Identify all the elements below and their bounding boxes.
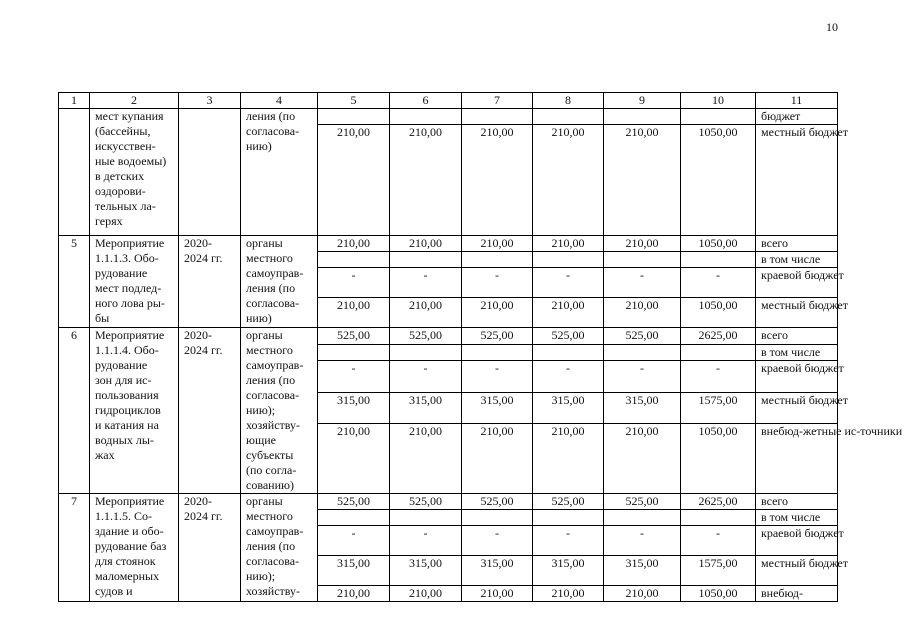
value-cell	[681, 344, 756, 361]
header-cell: 11	[756, 93, 838, 109]
activity-cell-line: тельных ла-	[95, 199, 156, 213]
table-row	[59, 236, 838, 252]
executor-cell-line: ющие	[246, 433, 276, 447]
value-cell: -	[462, 361, 533, 392]
activity-cell	[90, 109, 179, 236]
value-cell: 210,00	[462, 424, 533, 494]
source-cell: в том числе	[756, 510, 838, 526]
value-cell	[318, 109, 390, 125]
value-cell: -	[533, 361, 604, 392]
value-cell: 210,00	[318, 236, 390, 252]
executor-cell-line: сованию)	[246, 478, 294, 492]
period-cell-line: 2020-	[184, 236, 212, 250]
source-cell: внебюд-	[756, 586, 838, 602]
value-cell: -	[681, 526, 756, 556]
executor-cell-line: согласова-	[246, 388, 300, 402]
value-cell	[318, 510, 390, 526]
value-cell: 315,00	[533, 556, 604, 586]
value-cell	[533, 510, 604, 526]
period-cell	[179, 109, 241, 236]
activity-cell-line: рудование баз	[95, 539, 167, 553]
value-cell: 210,00	[533, 236, 604, 252]
value-cell	[390, 344, 462, 361]
source-cell: всего	[756, 236, 838, 252]
value-cell: -	[604, 268, 681, 298]
period-cell	[179, 494, 241, 602]
value-cell: 315,00	[390, 392, 462, 423]
value-cell	[533, 109, 604, 125]
executor-cell-line: нию);	[246, 403, 276, 417]
value-cell	[681, 109, 756, 125]
source-cell: всего	[756, 328, 838, 345]
value-cell	[533, 344, 604, 361]
value-cell: 1050,00	[681, 298, 756, 328]
value-cell: -	[681, 268, 756, 298]
value-cell: -	[462, 268, 533, 298]
source-cell: в том числе	[756, 252, 838, 268]
activity-cell-line: оздорови-	[95, 184, 146, 198]
value-cell: -	[604, 526, 681, 556]
executor-cell-line: нию);	[246, 569, 276, 583]
executor-cell-line: согласова-	[246, 124, 300, 138]
header-cell: 4	[241, 93, 318, 109]
row-number-cell	[59, 109, 90, 236]
executor-cell-line: ления (по	[246, 539, 296, 553]
executor-cell-line: местного	[246, 509, 293, 523]
row-number-cell: 6	[59, 328, 90, 494]
activity-cell-line: рудование	[95, 266, 148, 280]
activity-cell-line: мест купания	[95, 109, 164, 123]
value-cell	[318, 252, 390, 268]
value-cell: -	[533, 268, 604, 298]
row-number-cell: 5	[59, 236, 90, 328]
header-cell: 3	[179, 93, 241, 109]
value-cell: -	[681, 361, 756, 392]
value-cell: 315,00	[318, 392, 390, 423]
value-cell: 210,00	[462, 298, 533, 328]
executor-cell	[241, 328, 318, 494]
value-cell	[462, 109, 533, 125]
header-cell: 2	[90, 93, 179, 109]
activity-cell-line: гидроциклов	[95, 403, 161, 417]
value-cell: 315,00	[318, 556, 390, 586]
value-cell: 210,00	[318, 424, 390, 494]
source-cell: местный бюджет	[756, 392, 838, 423]
value-cell	[681, 510, 756, 526]
activity-cell-line: (бассейны,	[95, 124, 151, 138]
value-cell: 210,00	[390, 586, 462, 602]
executor-cell-line: ления (по	[246, 373, 296, 387]
executor-cell	[241, 109, 318, 236]
activity-cell	[90, 236, 179, 328]
value-cell	[533, 252, 604, 268]
value-cell: 525,00	[462, 494, 533, 510]
budget-table	[58, 92, 903, 602]
source-cell: местный бюджет	[756, 556, 838, 586]
header-cell: 7	[462, 93, 533, 109]
value-cell: 210,00	[462, 236, 533, 252]
value-cell: 210,00	[533, 125, 604, 236]
activity-cell-line: рудование	[95, 358, 148, 372]
value-cell: -	[390, 361, 462, 392]
executor-cell-line: органы	[246, 328, 283, 342]
value-cell: 210,00	[390, 236, 462, 252]
value-cell: 315,00	[462, 392, 533, 423]
value-cell	[462, 252, 533, 268]
activity-cell-line: здание и обо-	[95, 524, 164, 538]
value-cell: 210,00	[533, 298, 604, 328]
source-cell: местный бюджет	[756, 298, 838, 328]
value-cell: 210,00	[318, 586, 390, 602]
page-number: 10	[826, 20, 838, 34]
activity-cell-line: Мероприятие	[95, 494, 165, 508]
period-cell	[179, 236, 241, 328]
activity-cell-line: герях	[95, 214, 123, 228]
executor-cell-line: местного	[246, 251, 293, 265]
value-cell: 1050,00	[681, 424, 756, 494]
activity-cell-line: 1.1.1.4. Обо-	[95, 343, 159, 357]
value-cell: 525,00	[390, 494, 462, 510]
value-cell: 1050,00	[681, 236, 756, 252]
value-cell: 525,00	[318, 328, 390, 345]
activity-cell-line: искусствен-	[95, 139, 156, 153]
header-cell: 9	[604, 93, 681, 109]
source-cell: всего	[756, 494, 838, 510]
value-cell: -	[462, 526, 533, 556]
table-row	[59, 328, 838, 345]
activity-cell-line: судов и	[95, 584, 133, 598]
period-cell-line: 2024 гг.	[184, 509, 223, 523]
value-cell: 525,00	[533, 328, 604, 345]
header-row	[59, 93, 838, 109]
table-row	[59, 109, 838, 125]
value-cell	[462, 510, 533, 526]
activity-cell-line: в детских	[95, 169, 145, 183]
executor-cell-line: нию)	[246, 139, 272, 153]
value-cell: 525,00	[533, 494, 604, 510]
value-cell	[604, 510, 681, 526]
value-cell: 525,00	[318, 494, 390, 510]
value-cell: 210,00	[318, 125, 390, 236]
value-cell	[681, 252, 756, 268]
value-cell: 210,00	[533, 586, 604, 602]
value-cell: 1575,00	[681, 392, 756, 423]
value-cell: 2625,00	[681, 494, 756, 510]
source-cell: краевой бюджет	[756, 361, 838, 392]
value-cell: -	[390, 526, 462, 556]
value-cell: 210,00	[318, 298, 390, 328]
period-cell-line: 2020-	[184, 494, 212, 508]
activity-cell-line: ные водоемы)	[95, 154, 167, 168]
value-cell: 315,00	[604, 556, 681, 586]
header-cell: 5	[318, 93, 390, 109]
period-cell	[179, 328, 241, 494]
header-cell: 10	[681, 93, 756, 109]
activity-cell-line: ного лова ры-	[95, 296, 165, 310]
activity-cell-line: жах	[95, 448, 115, 462]
value-cell	[462, 344, 533, 361]
value-cell: 210,00	[604, 424, 681, 494]
value-cell: 525,00	[604, 328, 681, 345]
activity-cell-line: 1.1.1.3. Обо-	[95, 251, 159, 265]
activity-cell-line: Мероприятие	[95, 328, 165, 342]
table-row	[59, 494, 838, 510]
activity-cell-line: Мероприятие	[95, 236, 165, 250]
activity-cell-line: для стоянок	[95, 554, 156, 568]
value-cell: 210,00	[390, 298, 462, 328]
value-cell	[390, 252, 462, 268]
executor-cell-line: хозяйству-	[246, 418, 301, 432]
value-cell	[390, 510, 462, 526]
executor-cell-line: органы	[246, 494, 283, 508]
source-cell: бюджет	[756, 109, 838, 125]
value-cell: 210,00	[390, 424, 462, 494]
value-cell: 315,00	[462, 556, 533, 586]
executor-cell-line: самоуправ-	[246, 266, 304, 280]
value-cell: 210,00	[462, 125, 533, 236]
value-cell: -	[318, 361, 390, 392]
source-cell: краевой бюджет	[756, 268, 838, 298]
value-cell: 210,00	[604, 125, 681, 236]
activity-cell	[90, 494, 179, 602]
executor-cell-line: местного	[246, 343, 293, 357]
value-cell: 210,00	[604, 236, 681, 252]
activity-cell-line: и катания на	[95, 418, 159, 432]
source-cell: внебюд-жетные ис-точники	[756, 424, 838, 494]
value-cell: -	[318, 526, 390, 556]
executor-cell-line: самоуправ-	[246, 358, 304, 372]
activity-cell-line: бы	[95, 311, 110, 325]
value-cell: -	[533, 526, 604, 556]
source-cell: краевой бюджет	[756, 526, 838, 556]
executor-cell-line: самоуправ-	[246, 524, 304, 538]
activity-cell-line: мест подлед-	[95, 281, 162, 295]
executor-cell-line: согласова-	[246, 296, 300, 310]
executor-cell	[241, 494, 318, 602]
period-cell-line: 2024 гг.	[184, 251, 223, 265]
value-cell: 525,00	[462, 328, 533, 345]
activity-cell-line: водных лы-	[95, 433, 154, 447]
value-cell: 315,00	[533, 392, 604, 423]
row-number-cell: 7	[59, 494, 90, 602]
value-cell: 1575,00	[681, 556, 756, 586]
activity-cell	[90, 328, 179, 494]
header-cell: 1	[59, 93, 90, 109]
value-cell: -	[604, 361, 681, 392]
period-cell-line: 2024 гг.	[184, 343, 223, 357]
activity-cell-line: 1.1.1.5. Со-	[95, 509, 152, 523]
value-cell: 315,00	[390, 556, 462, 586]
activity-cell-line: маломерных	[95, 569, 160, 583]
value-cell: 210,00	[462, 586, 533, 602]
value-cell: 210,00	[604, 298, 681, 328]
value-cell	[604, 252, 681, 268]
activity-cell-line: пользования	[95, 388, 159, 402]
executor-cell-line: хозяйству-	[246, 584, 301, 598]
value-cell: 1050,00	[681, 125, 756, 236]
executor-cell-line: ления (по	[246, 281, 296, 295]
value-cell: 210,00	[390, 125, 462, 236]
value-cell: 210,00	[604, 586, 681, 602]
value-cell: 2625,00	[681, 328, 756, 345]
period-cell-line: 2020-	[184, 328, 212, 342]
value-cell: 315,00	[604, 392, 681, 423]
value-cell	[604, 344, 681, 361]
executor-cell-line: ления (по	[246, 109, 296, 123]
header-cell: 8	[533, 93, 604, 109]
source-cell: в том числе	[756, 344, 838, 361]
executor-cell-line: (по согла-	[246, 463, 297, 477]
activity-cell-line: зон для ис-	[95, 373, 152, 387]
value-cell	[318, 344, 390, 361]
executor-cell-line: субъекты	[246, 448, 294, 462]
value-cell: -	[390, 268, 462, 298]
header-cell: 6	[390, 93, 462, 109]
source-cell: местный бюджет	[756, 125, 838, 236]
value-cell	[390, 109, 462, 125]
executor-cell	[241, 236, 318, 328]
value-cell: -	[318, 268, 390, 298]
value-cell	[604, 109, 681, 125]
executor-cell-line: органы	[246, 236, 283, 250]
executor-cell-line: согласова-	[246, 554, 300, 568]
value-cell: 525,00	[390, 328, 462, 345]
value-cell: 210,00	[533, 424, 604, 494]
executor-cell-line: нию)	[246, 311, 272, 325]
value-cell: 525,00	[604, 494, 681, 510]
value-cell: 1050,00	[681, 586, 756, 602]
